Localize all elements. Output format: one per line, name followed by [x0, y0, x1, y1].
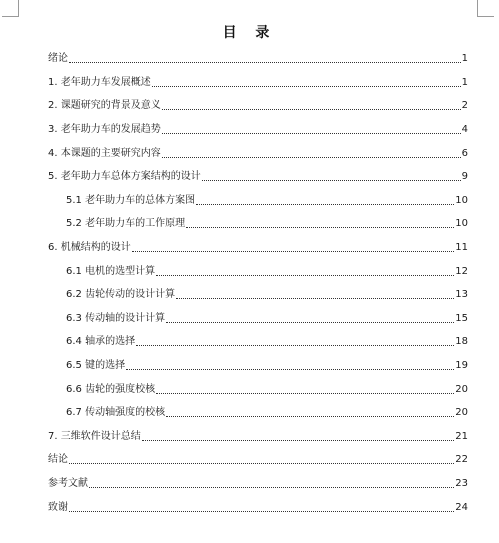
- toc-entry[interactable]: [66, 378, 468, 396]
- toc-entry-title: 1. 老年助力车发展概述: [48, 77, 151, 88]
- toc-dot-leader: [136, 345, 454, 346]
- toc-entry-page: 10: [455, 218, 468, 229]
- toc-entry[interactable]: [48, 165, 468, 183]
- toc-entry[interactable]: [48, 94, 468, 112]
- toc-dot-leader: [166, 416, 454, 417]
- page-corner-mark-left: [2, 0, 19, 17]
- toc-entry-title: 致谢: [48, 502, 68, 513]
- toc-entry[interactable]: [48, 472, 468, 490]
- toc-entry-title: 6. 机械结构的设计: [48, 242, 131, 253]
- toc-entry-page: 22: [455, 454, 468, 465]
- toc-entry-title: 5.1 老年助力车的总体方案图: [66, 195, 196, 206]
- toc-entry-title: 6.3 传动轴的设计计算: [66, 313, 166, 324]
- toc-dot-leader: [166, 322, 454, 323]
- toc-dot-leader: [162, 157, 461, 158]
- toc-entry[interactable]: [48, 448, 468, 466]
- toc-dot-leader: [69, 511, 454, 512]
- toc-entry-page: 18: [455, 336, 468, 347]
- toc-dot-leader: [156, 393, 454, 394]
- toc-entry-page: 20: [455, 384, 468, 395]
- toc-entry-title: 结论: [48, 454, 68, 465]
- page-title: 目 录: [222, 25, 277, 41]
- toc-dot-leader: [162, 133, 461, 134]
- toc-entry-page: 20: [455, 407, 468, 418]
- toc-entry-page: 12: [455, 266, 468, 277]
- toc-dot-leader: [126, 369, 454, 370]
- toc-dot-leader: [89, 487, 454, 488]
- page-corner-mark-right: [477, 0, 494, 17]
- toc-entry[interactable]: [66, 212, 468, 230]
- toc-entry-page: 19: [455, 360, 468, 371]
- toc-dot-leader: [152, 86, 461, 87]
- toc-dot-leader: [69, 62, 461, 63]
- toc-entry[interactable]: [48, 425, 468, 443]
- toc-entry-page: 10: [455, 195, 468, 206]
- toc-dot-leader: [202, 180, 461, 181]
- toc-entry[interactable]: [66, 354, 468, 372]
- toc-entry-page: 1: [461, 53, 468, 64]
- toc-dot-leader: [156, 275, 454, 276]
- toc-dot-leader: [176, 298, 454, 299]
- toc-entry-page: 1: [461, 77, 468, 88]
- toc-entry-page: 4: [461, 124, 468, 135]
- toc-entry-title: 6.5 键的选择: [66, 360, 126, 371]
- toc-entry-title: 6.2 齿轮传动的设计计算: [66, 289, 176, 300]
- toc-entry[interactable]: [48, 47, 468, 65]
- toc-entry-title: 2. 课题研究的背景及意义: [48, 100, 161, 111]
- toc-entry-page: 23: [455, 478, 468, 489]
- toc-entry[interactable]: [48, 71, 468, 89]
- toc-entry-title: 参考文献: [48, 478, 88, 489]
- toc-entry-title: 6.7 传动轴强度的校核: [66, 407, 166, 418]
- toc-entry[interactable]: [48, 236, 468, 254]
- toc-dot-leader: [186, 227, 454, 228]
- toc-entry-page: 9: [461, 171, 468, 182]
- toc-entry-title: 6.1 电机的选型计算: [66, 266, 156, 277]
- toc-dot-leader: [69, 463, 454, 464]
- toc-entry[interactable]: [66, 330, 468, 348]
- toc-entry-title: 6.6 齿轮的强度校核: [66, 384, 156, 395]
- toc-entry-title: 5. 老年助力车总体方案结构的设计: [48, 171, 201, 182]
- toc-entry[interactable]: [66, 401, 468, 419]
- toc-entry-title: 7. 三维软件设计总结: [48, 431, 141, 442]
- toc-entry-page: 13: [455, 289, 468, 300]
- toc-entry-title: 6.4 轴承的选择: [66, 336, 136, 347]
- toc-entry-page: 24: [455, 502, 468, 513]
- toc-dot-leader: [162, 109, 461, 110]
- toc-entry[interactable]: [66, 260, 468, 278]
- toc-entry[interactable]: [66, 283, 468, 301]
- toc-dot-leader: [132, 251, 455, 252]
- toc-entry[interactable]: [66, 189, 468, 207]
- toc-entry-title: 3. 老年助力车的发展趋势: [48, 124, 161, 135]
- toc-dot-leader: [142, 440, 455, 441]
- toc-dot-leader: [196, 204, 454, 205]
- toc-entry[interactable]: [48, 118, 468, 136]
- toc-entry-page: 15: [455, 313, 468, 324]
- toc-entry-page: 2: [461, 100, 468, 111]
- toc-entry-page: 21: [455, 431, 468, 442]
- toc-entry[interactable]: [48, 142, 468, 160]
- toc-entry-page: 6: [461, 148, 468, 159]
- toc-entry-page: 11: [455, 242, 468, 253]
- toc-entry-title: 4. 本课题的主要研究内容: [48, 148, 161, 159]
- toc-entry[interactable]: [48, 496, 468, 514]
- toc-entry-title: 5.2 老年助力车的工作原理: [66, 218, 186, 229]
- toc-entry-title: 绪论: [48, 53, 68, 64]
- toc-entry[interactable]: [66, 307, 468, 325]
